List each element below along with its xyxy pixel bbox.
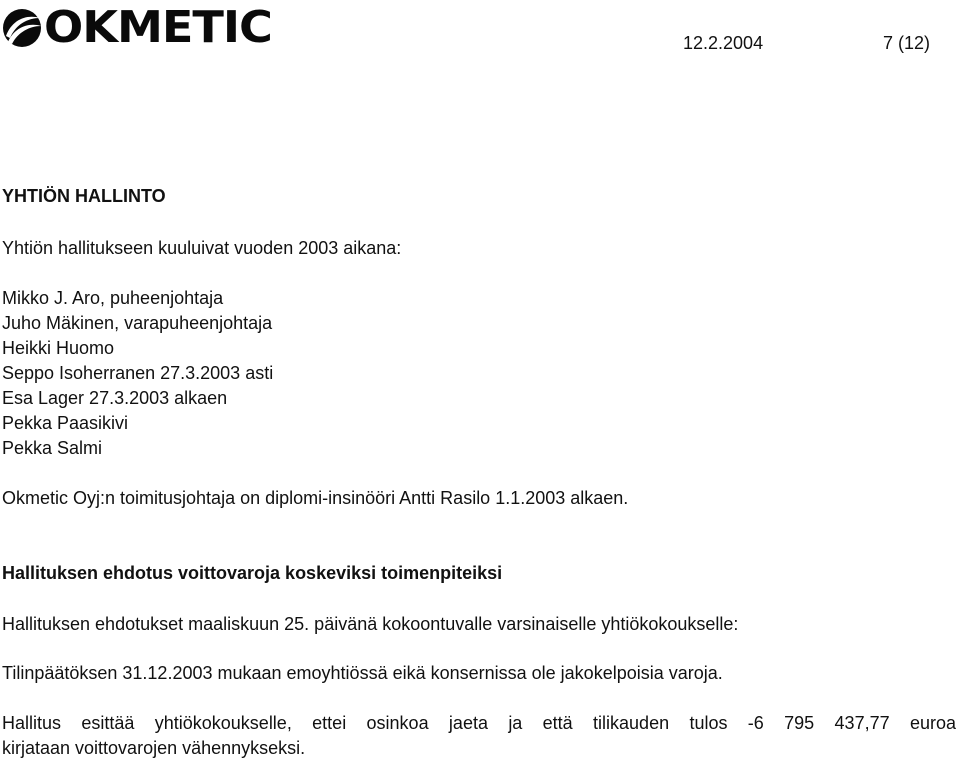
board-intro-text: Yhtiön hallitukseen kuuluivat vuoden 2003 aikana: <box>2 238 402 258</box>
proposal-paragraph: Hallituksen ehdotukset maaliskuun 25. päivänä kokoontuvalle varsinaiselle yhtiökokoukselle: <box>2 614 739 634</box>
logo-swoosh-icon <box>2 6 42 50</box>
section-heading-administration: YHTIÖN HALLINTO <box>2 186 166 206</box>
logo-wordmark: OKMETIC <box>44 2 272 53</box>
board-member: Juho Mäkinen, varapuheenjohtaja <box>2 313 273 333</box>
document-date: 12.2.2004 <box>683 33 764 53</box>
page-number: 7 (12) <box>883 33 931 53</box>
board-member: Esa Lager 27.3.2003 alkaen <box>2 388 228 408</box>
company-logo <box>2 2 272 53</box>
board-member: Pekka Salmi <box>2 438 103 458</box>
board-member: Seppo Isoherranen 27.3.2003 asti <box>2 363 274 383</box>
dividend-paragraph-line-2: kirjataan voittovarojen vähennykseksi. <box>2 738 306 758</box>
board-member: Mikko J. Aro, puheenjohtaja <box>2 288 224 308</box>
ceo-statement: Okmetic Oyj:n toimitusjohtaja on diplomi-insinööri Antti Rasilo 1.1.2003 alkaen. <box>2 488 629 508</box>
board-member: Pekka Paasikivi <box>2 413 129 433</box>
section-heading-profit-proposal: Hallituksen ehdotus voittovaroja koskeviksi toimenpiteiksi <box>2 563 503 583</box>
financial-statement-paragraph: Tilinpäätöksen 31.12.2003 mukaan emoyhtiössä eikä konsernissa ole jakokelpoisia varoja. <box>2 663 723 683</box>
board-member: Heikki Huomo <box>2 338 115 358</box>
dividend-paragraph-line-1: Hallitus esittää yhtiökokoukselle, ettei osinkoa jaeta ja että tilikauden tulos -6 795 437,77 euroa <box>2 713 956 733</box>
